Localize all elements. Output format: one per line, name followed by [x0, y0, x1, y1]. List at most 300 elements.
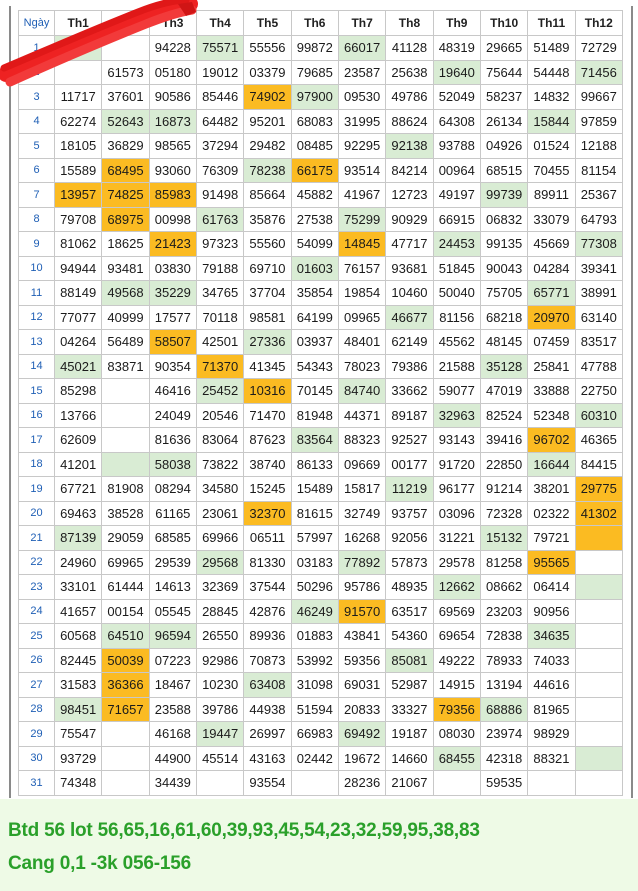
- result-cell: 68975: [102, 207, 149, 232]
- result-cell: 69492: [338, 722, 385, 747]
- result-cell: 61573: [102, 60, 149, 85]
- result-cell: 23061: [196, 501, 243, 526]
- result-cell: 12723: [386, 183, 433, 208]
- result-cell: 54360: [386, 624, 433, 649]
- result-cell: 50296: [291, 575, 338, 600]
- result-cell: 22750: [575, 379, 622, 404]
- result-cell: 88321: [528, 746, 575, 771]
- day-number: 30: [19, 746, 55, 771]
- result-cell: 79708: [55, 207, 102, 232]
- result-cell: 74348: [55, 771, 102, 796]
- result-cell: 78238: [244, 158, 291, 183]
- result-cell: 99667: [575, 85, 622, 110]
- result-cell: 09669: [338, 452, 385, 477]
- result-cell: 48145: [480, 330, 527, 355]
- result-cell: [528, 771, 575, 796]
- result-cell: 63408: [244, 673, 291, 698]
- result-cell: 33101: [55, 575, 102, 600]
- result-cell: 99739: [480, 183, 527, 208]
- result-cell: 85081: [386, 648, 433, 673]
- result-cell: [291, 771, 338, 796]
- table-row: [19, 575, 623, 600]
- result-cell: 37601: [102, 85, 149, 110]
- result-cell: 39416: [480, 428, 527, 453]
- lottery-results-table: [18, 10, 623, 796]
- result-cell: 05545: [149, 599, 196, 624]
- result-cell: 68585: [149, 526, 196, 551]
- result-cell: 98451: [55, 697, 102, 722]
- result-cell: 88624: [386, 109, 433, 134]
- result-cell: 57997: [291, 526, 338, 551]
- result-cell: 11219: [386, 477, 433, 502]
- result-cell: 62149: [386, 330, 433, 355]
- result-cell: 19854: [338, 281, 385, 306]
- day-number: 4: [19, 109, 55, 134]
- result-cell: 31583: [55, 673, 102, 698]
- result-cell: 37704: [244, 281, 291, 306]
- result-cell: 08662: [480, 575, 527, 600]
- result-cell: 77892: [338, 550, 385, 575]
- result-cell: 61444: [102, 575, 149, 600]
- table-row: [19, 673, 623, 698]
- result-cell: 36829: [102, 134, 149, 159]
- result-cell: 39341: [575, 256, 622, 281]
- result-cell: 21588: [433, 354, 480, 379]
- result-cell: 58507: [149, 330, 196, 355]
- result-cell: 33662: [386, 379, 433, 404]
- result-cell: [196, 771, 243, 796]
- result-cell: [102, 722, 149, 747]
- result-cell: 51594: [291, 697, 338, 722]
- table-row: [19, 403, 623, 428]
- result-cell: 70145: [291, 379, 338, 404]
- result-cell: 46168: [149, 722, 196, 747]
- result-cell: 66017: [338, 36, 385, 61]
- result-cell: 06511: [244, 526, 291, 551]
- result-cell: 83871: [102, 354, 149, 379]
- result-cell: 23588: [149, 697, 196, 722]
- table-row: [19, 134, 623, 159]
- day-number: 15: [19, 379, 55, 404]
- result-cell: 14660: [386, 746, 433, 771]
- result-cell: 81330: [244, 550, 291, 575]
- result-cell: 82524: [480, 403, 527, 428]
- result-cell: 38201: [528, 477, 575, 502]
- result-cell: 06832: [480, 207, 527, 232]
- result-cell: 41657: [55, 599, 102, 624]
- result-cell: 63140: [575, 305, 622, 330]
- table-row: [19, 109, 623, 134]
- result-cell: 24960: [55, 550, 102, 575]
- result-cell: 92527: [386, 428, 433, 453]
- result-cell: 20546: [196, 403, 243, 428]
- result-cell: 84740: [338, 379, 385, 404]
- result-cell: 26997: [244, 722, 291, 747]
- result-cell: 54343: [291, 354, 338, 379]
- result-cell: 16873: [149, 109, 196, 134]
- result-cell: 92295: [338, 134, 385, 159]
- result-cell: 31221: [433, 526, 480, 551]
- table-row: [19, 722, 623, 747]
- result-cell: 03830: [149, 256, 196, 281]
- result-cell: 08030: [433, 722, 480, 747]
- table-row: [19, 746, 623, 771]
- result-cell: 89187: [386, 403, 433, 428]
- day-number: 17: [19, 428, 55, 453]
- result-cell: 81615: [291, 501, 338, 526]
- month-header: Th3: [149, 11, 196, 36]
- result-cell: 61165: [149, 501, 196, 526]
- result-cell: [102, 379, 149, 404]
- month-header: Th10: [480, 11, 527, 36]
- month-header: Th5: [244, 11, 291, 36]
- table-row: [19, 158, 623, 183]
- day-number: 26: [19, 648, 55, 673]
- result-cell: 79386: [386, 354, 433, 379]
- result-cell: 48401: [338, 330, 385, 355]
- result-cell: 76309: [196, 158, 243, 183]
- result-cell: 83564: [291, 428, 338, 453]
- result-cell: 81908: [102, 477, 149, 502]
- result-cell: 64482: [196, 109, 243, 134]
- result-cell: 37544: [244, 575, 291, 600]
- result-cell: 96702: [528, 428, 575, 453]
- result-cell: 29775: [575, 477, 622, 502]
- result-cell: 28236: [338, 771, 385, 796]
- table-row: [19, 330, 623, 355]
- day-number: 27: [19, 673, 55, 698]
- result-cell: 32370: [244, 501, 291, 526]
- result-cell: 81154: [575, 158, 622, 183]
- result-cell: 94944: [55, 256, 102, 281]
- result-cell: 93757: [386, 501, 433, 526]
- result-cell: 49197: [433, 183, 480, 208]
- result-cell: 81636: [149, 428, 196, 453]
- result-cell: 21067: [386, 771, 433, 796]
- table-header-row: [19, 11, 623, 36]
- result-cell: [575, 722, 622, 747]
- result-cell: 45882: [291, 183, 338, 208]
- result-cell: 55560: [244, 232, 291, 257]
- result-cell: 24453: [433, 232, 480, 257]
- table-row: [19, 648, 623, 673]
- result-cell: 15589: [55, 158, 102, 183]
- result-cell: 99872: [291, 36, 338, 61]
- result-cell: 45514: [196, 746, 243, 771]
- result-cell: [575, 526, 622, 551]
- result-cell: 11717: [55, 85, 102, 110]
- result-cell: 98929: [528, 722, 575, 747]
- result-cell: 95201: [244, 109, 291, 134]
- result-cell: [102, 452, 149, 477]
- result-cell: 40999: [102, 305, 149, 330]
- result-cell: 97900: [291, 85, 338, 110]
- result-cell: 93514: [338, 158, 385, 183]
- result-cell: 32963: [433, 403, 480, 428]
- result-cell: 97323: [196, 232, 243, 257]
- month-header: Th2: [102, 11, 149, 36]
- day-number: 22: [19, 550, 55, 575]
- result-cell: 33327: [386, 697, 433, 722]
- result-cell: 92056: [386, 526, 433, 551]
- result-cell: 29578: [433, 550, 480, 575]
- result-cell: 59356: [338, 648, 385, 673]
- result-cell: 41302: [575, 501, 622, 526]
- result-cell: 54448: [528, 60, 575, 85]
- result-cell: 19187: [386, 722, 433, 747]
- result-cell: [575, 624, 622, 649]
- month-header: Th1: [55, 11, 102, 36]
- result-cell: 13766: [55, 403, 102, 428]
- result-cell: 69654: [433, 624, 480, 649]
- result-cell: 47788: [575, 354, 622, 379]
- result-cell: 41128: [386, 36, 433, 61]
- result-cell: [575, 746, 622, 771]
- result-cell: 44938: [244, 697, 291, 722]
- result-cell: 01603: [291, 256, 338, 281]
- result-cell: 39786: [196, 697, 243, 722]
- result-cell: 63517: [386, 599, 433, 624]
- result-cell: 60310: [575, 403, 622, 428]
- day-number: 1: [19, 36, 55, 61]
- result-cell: 12188: [575, 134, 622, 159]
- result-cell: 78023: [338, 354, 385, 379]
- result-cell: 04264: [55, 330, 102, 355]
- table-row: [19, 232, 623, 257]
- result-cell: 45562: [433, 330, 480, 355]
- result-cell: [575, 673, 622, 698]
- result-cell: 95565: [528, 550, 575, 575]
- result-cell: 25638: [386, 60, 433, 85]
- result-cell: 07223: [149, 648, 196, 673]
- prediction-line-1: Btd 56 lot 56,65,16,61,60,39,93,45,54,23,32,59,95,38,83: [8, 820, 480, 841]
- table-row: [19, 183, 623, 208]
- result-cell: 35229: [149, 281, 196, 306]
- result-cell: 41345: [244, 354, 291, 379]
- table-row: [19, 60, 623, 85]
- result-cell: [102, 746, 149, 771]
- result-cell: 64510: [102, 624, 149, 649]
- result-cell: 35128: [480, 354, 527, 379]
- result-cell: 79356: [433, 697, 480, 722]
- result-cell: 83064: [196, 428, 243, 453]
- result-cell: 88323: [338, 428, 385, 453]
- result-cell: 02322: [528, 501, 575, 526]
- result-cell: 22850: [480, 452, 527, 477]
- day-number: 5: [19, 134, 55, 159]
- result-cell: 35854: [291, 281, 338, 306]
- result-cell: 56489: [102, 330, 149, 355]
- table-row: [19, 428, 623, 453]
- day-number: 3: [19, 85, 55, 110]
- result-cell: 14845: [338, 232, 385, 257]
- result-cell: 86133: [291, 452, 338, 477]
- result-cell: 08294: [149, 477, 196, 502]
- table-row: [19, 85, 623, 110]
- result-cell: 43163: [244, 746, 291, 771]
- result-cell: 78933: [480, 648, 527, 673]
- result-cell: 43841: [338, 624, 385, 649]
- result-cell: 45669: [528, 232, 575, 257]
- result-cell: 29059: [102, 526, 149, 551]
- result-cell: 64199: [291, 305, 338, 330]
- table-row: [19, 771, 623, 796]
- result-cell: 93481: [102, 256, 149, 281]
- table-row: [19, 526, 623, 551]
- day-number: 6: [19, 158, 55, 183]
- result-cell: 41201: [55, 452, 102, 477]
- result-cell: [575, 575, 622, 600]
- result-cell: 18105: [55, 134, 102, 159]
- result-cell: 13194: [480, 673, 527, 698]
- result-cell: 91214: [480, 477, 527, 502]
- day-number: 9: [19, 232, 55, 257]
- result-cell: 95786: [338, 575, 385, 600]
- result-cell: 90956: [528, 599, 575, 624]
- result-cell: 75644: [480, 60, 527, 85]
- result-cell: 69031: [338, 673, 385, 698]
- result-cell: 75299: [338, 207, 385, 232]
- result-cell: 66983: [291, 722, 338, 747]
- result-cell: 34439: [149, 771, 196, 796]
- result-cell: 55556: [244, 36, 291, 61]
- result-cell: 52987: [386, 673, 433, 698]
- result-cell: 69569: [433, 599, 480, 624]
- result-cell: 47019: [480, 379, 527, 404]
- result-cell: 48935: [386, 575, 433, 600]
- result-cell: 94228: [149, 36, 196, 61]
- result-cell: 07459: [528, 330, 575, 355]
- result-cell: 82445: [55, 648, 102, 673]
- result-cell: 38528: [102, 501, 149, 526]
- result-cell: 67721: [55, 477, 102, 502]
- table-row: [19, 305, 623, 330]
- result-cell: 38740: [244, 452, 291, 477]
- table-row: [19, 207, 623, 232]
- result-cell: 83517: [575, 330, 622, 355]
- result-cell: 68218: [480, 305, 527, 330]
- result-cell: 19447: [196, 722, 243, 747]
- result-cell: 68886: [480, 697, 527, 722]
- result-cell: 76157: [338, 256, 385, 281]
- result-cell: 87139: [55, 526, 102, 551]
- result-cell: 29539: [149, 550, 196, 575]
- day-number: 20: [19, 501, 55, 526]
- result-cell: 71657: [102, 697, 149, 722]
- result-cell: 84415: [575, 452, 622, 477]
- result-cell: 49568: [102, 281, 149, 306]
- result-cell: 33079: [528, 207, 575, 232]
- result-cell: 00177: [386, 452, 433, 477]
- result-cell: 19672: [338, 746, 385, 771]
- result-cell: 71456: [575, 60, 622, 85]
- result-cell: 01524: [528, 134, 575, 159]
- result-cell: 68515: [480, 158, 527, 183]
- result-cell: 75705: [480, 281, 527, 306]
- day-number: 2: [19, 60, 55, 85]
- result-cell: 15245: [244, 477, 291, 502]
- day-number: 19: [19, 477, 55, 502]
- result-cell: 41967: [338, 183, 385, 208]
- result-cell: [102, 428, 149, 453]
- result-cell: 72729: [575, 36, 622, 61]
- result-cell: 87623: [244, 428, 291, 453]
- table-row: [19, 501, 623, 526]
- result-cell: 47717: [386, 232, 433, 257]
- month-header: Th8: [386, 11, 433, 36]
- result-cell: 61763: [196, 207, 243, 232]
- result-cell: 85983: [149, 183, 196, 208]
- result-cell: 00154: [102, 599, 149, 624]
- result-cell: 04926: [480, 134, 527, 159]
- result-cell: 81965: [528, 697, 575, 722]
- result-cell: 25367: [575, 183, 622, 208]
- result-cell: 66175: [291, 158, 338, 183]
- result-cell: 03937: [291, 330, 338, 355]
- result-cell: 32369: [196, 575, 243, 600]
- result-cell: 34765: [196, 281, 243, 306]
- result-cell: 32749: [338, 501, 385, 526]
- result-cell: 52049: [433, 85, 480, 110]
- result-cell: 49786: [386, 85, 433, 110]
- result-cell: 45021: [55, 354, 102, 379]
- result-cell: 27538: [291, 207, 338, 232]
- month-header: Th12: [575, 11, 622, 36]
- result-cell: 81062: [55, 232, 102, 257]
- result-cell: [102, 771, 149, 796]
- result-cell: 01883: [291, 624, 338, 649]
- day-number: 16: [19, 403, 55, 428]
- result-cell: [575, 599, 622, 624]
- result-cell: 88149: [55, 281, 102, 306]
- table-row: [19, 36, 623, 61]
- result-cell: 29665: [480, 36, 527, 61]
- result-cell: 03183: [291, 550, 338, 575]
- result-cell: 75547: [55, 722, 102, 747]
- result-cell: 57873: [386, 550, 433, 575]
- result-cell: 85446: [196, 85, 243, 110]
- result-cell: 46416: [149, 379, 196, 404]
- result-cell: 25452: [196, 379, 243, 404]
- result-cell: 74825: [102, 183, 149, 208]
- day-number: 24: [19, 599, 55, 624]
- result-cell: 73822: [196, 452, 243, 477]
- result-cell: 62609: [55, 428, 102, 453]
- result-cell: 10460: [386, 281, 433, 306]
- result-cell: 53992: [291, 648, 338, 673]
- result-cell: 93143: [433, 428, 480, 453]
- month-header: Th4: [196, 11, 243, 36]
- result-cell: 60568: [55, 624, 102, 649]
- result-cell: 65771: [528, 281, 575, 306]
- result-cell: 70118: [196, 305, 243, 330]
- table-row: [19, 354, 623, 379]
- result-cell: 90586: [149, 85, 196, 110]
- result-cell: 46677: [386, 305, 433, 330]
- day-number: 12: [19, 305, 55, 330]
- result-cell: 26134: [480, 109, 527, 134]
- result-cell: 93060: [149, 158, 196, 183]
- prediction-line-2: Cang 0,1 -3k 056-156: [8, 853, 191, 874]
- result-cell: 36366: [102, 673, 149, 698]
- result-cell: 72328: [480, 501, 527, 526]
- result-cell: 16268: [338, 526, 385, 551]
- day-number: 14: [19, 354, 55, 379]
- result-cell: 10230: [196, 673, 243, 698]
- result-cell: 46365: [575, 428, 622, 453]
- result-cell: 10316: [244, 379, 291, 404]
- table-row: [19, 599, 623, 624]
